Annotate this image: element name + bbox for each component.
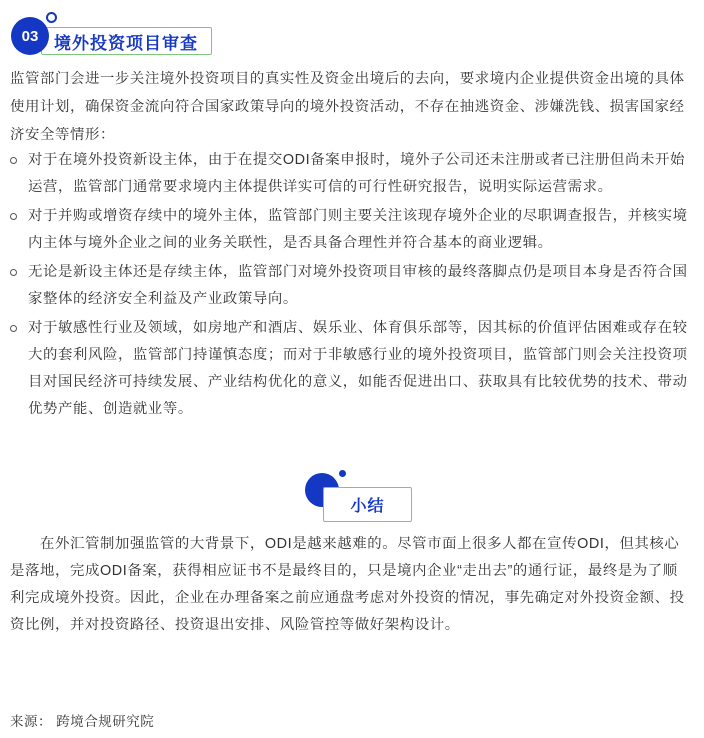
list-item <box>10 315 690 423</box>
review-list <box>10 147 690 425</box>
list-item-text: 对于敏感性行业及领域，如房地产和酒店、娱乐业、体育俱乐部等，因其标的价值评估困难或存在较大的套利风险，监管部门持谨慎态度；而对于非敏感行业的境外投资项目，监管部门则会关注投资项目对国民经济可持续发展、产业结构优化的意义，如能否促进出口、获取具有比较优势的技术、带动优势产能、创造就业等。 <box>28 320 688 417</box>
bullet-circle-icon <box>10 213 17 220</box>
list-item-text: 对于并购或增资存续中的境外主体，监管部门则主要关注该现存境外企业的尽职调查报告，并核实境内主体与境外企业之间的业务关联性，是否具备合理性并符合基本的商业逻辑。 <box>28 208 688 251</box>
list-item-text: 对于在境外投资新设主体，由于在提交ODI备案申报时，境外子公司还未注册或者已注册但尚未开始运营，监管部门通常要求境内主体提供详实可信的可行性研究报告，说明实际运营需求。 <box>28 152 685 195</box>
summary-paragraph: 在外汇管制加强监管的大背景下，ODI是越来越难的。尽管市面上很多人都在宣传ODI，但其核心是落地，完成ODI备案，获得相应证书不是最终目的，只是境内企业“走出去”的通行证，最终是为了顺利完成境外投资。因此，企业在办理备案之前应通盘考虑对外投资的情况，事先确定对外投资金额、投资比例，并对投资路径、投资退出安排、风险管控等做好架构设计。 <box>10 536 685 633</box>
section-title-box <box>41 27 212 55</box>
bullet-circle-icon <box>10 325 17 332</box>
decor-dot <box>46 12 57 23</box>
list-item <box>10 147 690 201</box>
source-line: 来源： 跨境合规研究院 <box>10 714 155 729</box>
summary-dot-decor <box>339 470 346 477</box>
list-item <box>10 259 690 313</box>
bullet-circle-icon <box>10 157 17 164</box>
summary-title: 小结 <box>350 498 385 515</box>
section-title: 境外投资项目审查 <box>54 33 198 53</box>
summary-title-box <box>323 487 412 522</box>
bullet-circle-icon <box>10 269 17 276</box>
section-number: 03 <box>21 27 39 45</box>
section-header <box>10 8 220 60</box>
list-item-text: 无论是新设主体还是存续主体，监管部门对境外投资项目审核的最终落脚点仍是项目本身是否符合国家整体的经济安全利益及产业政策导向。 <box>28 264 688 307</box>
list-item <box>10 203 690 257</box>
summary-header <box>303 468 413 528</box>
section-number-badge <box>11 17 49 55</box>
intro-paragraph: 监管部门会进一步关注境外投资项目的真实性及资金出境后的去向，要求境内企业提供资金出境的具体使用计划，确保资金流向符合国家政策导向的境外投资活动，不存在抽逃资金、涉嫌洗钱、损害国家经济安全等情形： <box>10 71 685 143</box>
